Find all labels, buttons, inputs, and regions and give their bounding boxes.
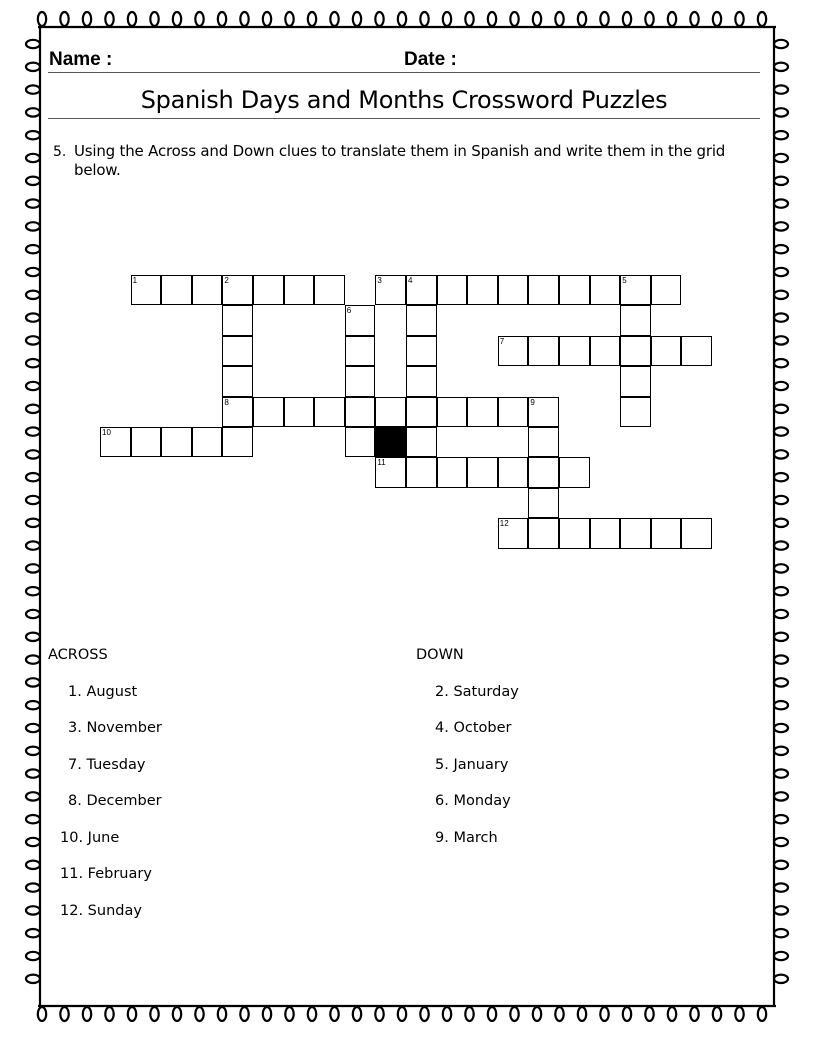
cell-number: 4 bbox=[408, 276, 413, 285]
crossword-cell[interactable] bbox=[437, 275, 468, 305]
cell-number: 8 bbox=[224, 397, 229, 407]
crossword-cell[interactable] bbox=[406, 336, 437, 366]
crossword-cell[interactable] bbox=[498, 457, 529, 487]
crossword-cell[interactable] bbox=[498, 336, 529, 366]
across-clue-11: 11. February bbox=[60, 866, 152, 882]
crossword-cell[interactable] bbox=[314, 397, 345, 427]
crossword-cell[interactable] bbox=[192, 427, 223, 457]
crossword-cell[interactable] bbox=[345, 427, 376, 457]
crossword-cell[interactable] bbox=[222, 305, 253, 335]
crossword-cell[interactable] bbox=[222, 275, 253, 305]
crossword-cell[interactable] bbox=[375, 397, 406, 427]
crossword-cell[interactable] bbox=[406, 427, 437, 457]
crossword-cell[interactable] bbox=[681, 518, 712, 548]
cell-number: 9 bbox=[530, 397, 535, 407]
down-clue-9: 9. March bbox=[435, 830, 498, 846]
crossword-cell[interactable] bbox=[437, 397, 468, 427]
cell-number: 6 bbox=[346, 306, 352, 316]
across-clue-1: 1. August bbox=[68, 684, 138, 700]
cell-number: 7 bbox=[499, 336, 505, 346]
crossword-cell[interactable] bbox=[192, 275, 223, 305]
crossword-cell[interactable] bbox=[498, 275, 529, 305]
crossword-cell[interactable] bbox=[345, 336, 376, 366]
crossword-cell[interactable] bbox=[528, 488, 559, 518]
crossword-cell[interactable] bbox=[131, 275, 162, 305]
crossword-cell[interactable] bbox=[559, 275, 590, 305]
down-clue-6: 6. Monday bbox=[435, 793, 511, 809]
crossword-cell[interactable] bbox=[620, 366, 651, 396]
crossword-cell[interactable] bbox=[314, 275, 345, 305]
crossword-cell[interactable] bbox=[590, 275, 621, 305]
crossword-cell[interactable] bbox=[620, 336, 651, 366]
crossword-cell[interactable] bbox=[498, 518, 529, 548]
crossword-cell[interactable] bbox=[528, 457, 559, 487]
crossword-cell[interactable] bbox=[590, 336, 621, 366]
crossword-cell[interactable] bbox=[620, 275, 651, 305]
crossword-cell[interactable] bbox=[559, 518, 590, 548]
question-number: 5. bbox=[53, 144, 67, 160]
crossword-cell[interactable] bbox=[100, 427, 131, 457]
crossword-cell[interactable] bbox=[620, 397, 651, 427]
down-clue-4: 4. October bbox=[435, 720, 512, 736]
crossword-cell[interactable] bbox=[528, 397, 559, 427]
crossword-cell[interactable] bbox=[131, 427, 162, 457]
crossword-cell[interactable] bbox=[406, 366, 437, 396]
cell-number: 10 bbox=[102, 428, 111, 437]
crossword-cell[interactable] bbox=[375, 275, 406, 305]
across-clue-3: 3. November bbox=[68, 720, 162, 736]
cell-number: 11 bbox=[377, 458, 386, 468]
crossword-cell[interactable] bbox=[161, 427, 192, 457]
across-clue-10: 10. June bbox=[60, 830, 120, 846]
crossword-cell[interactable] bbox=[437, 457, 468, 487]
crossword-cell[interactable] bbox=[406, 305, 437, 335]
across-heading: ACROSS bbox=[48, 647, 108, 663]
crossword-cell[interactable] bbox=[681, 336, 712, 366]
crossword-cell[interactable] bbox=[284, 397, 315, 427]
cell-number: 3 bbox=[377, 276, 382, 285]
crossword-cell[interactable] bbox=[345, 397, 376, 427]
cell-number: 2 bbox=[224, 276, 229, 285]
crossword-cell[interactable] bbox=[406, 457, 437, 487]
crossword-cell[interactable] bbox=[559, 457, 590, 487]
across-clue-7: 7. Tuesday bbox=[68, 757, 146, 773]
crossword-cell[interactable] bbox=[620, 305, 651, 335]
crossword-cell[interactable] bbox=[406, 275, 437, 305]
across-clue-8: 8. December bbox=[68, 793, 162, 809]
crossword-cell[interactable] bbox=[467, 275, 498, 305]
crossword-cell[interactable] bbox=[345, 305, 376, 335]
cell-number: 1 bbox=[132, 276, 138, 285]
crossword-cell[interactable] bbox=[651, 518, 682, 548]
crossword-cell[interactable] bbox=[559, 336, 590, 366]
crossword-cell[interactable] bbox=[528, 275, 559, 305]
cell-number: 5 bbox=[622, 276, 627, 285]
crossword-cell[interactable] bbox=[222, 397, 253, 427]
crossword-cell[interactable] bbox=[161, 275, 192, 305]
down-heading: DOWN bbox=[416, 647, 464, 663]
crossword-cell[interactable] bbox=[406, 397, 437, 427]
crossword-cell[interactable] bbox=[528, 427, 559, 457]
crossword-cell[interactable] bbox=[528, 336, 559, 366]
crossword-cell[interactable] bbox=[651, 336, 682, 366]
crossword-cell[interactable] bbox=[222, 366, 253, 396]
crossword-cell[interactable] bbox=[284, 275, 315, 305]
crossword-cell[interactable] bbox=[222, 336, 253, 366]
crossword-black-cell bbox=[375, 427, 406, 457]
crossword-cell[interactable] bbox=[498, 397, 529, 427]
worksheet-title: Spanish Days and Months Crossword Puzzles bbox=[140, 86, 668, 114]
crossword-cell[interactable] bbox=[590, 518, 621, 548]
down-clue-2: 2. Saturday bbox=[435, 684, 519, 700]
crossword-cell[interactable] bbox=[253, 397, 284, 427]
crossword-cell[interactable] bbox=[620, 518, 651, 548]
crossword-cell[interactable] bbox=[345, 366, 376, 396]
across-clue-12: 12. Sunday bbox=[60, 903, 142, 919]
question-instructions: Using the Across and Down clues to translate them in Spanish and write them in the grid below. bbox=[74, 142, 726, 179]
crossword-cell[interactable] bbox=[253, 275, 284, 305]
crossword-cell[interactable] bbox=[528, 518, 559, 548]
crossword-cell[interactable] bbox=[651, 275, 682, 305]
crossword-cell[interactable] bbox=[375, 457, 406, 487]
down-clue-5: 5. January bbox=[435, 757, 509, 773]
date-label: Date : bbox=[404, 49, 457, 70]
crossword-cell[interactable] bbox=[467, 397, 498, 427]
crossword-cell[interactable] bbox=[222, 427, 253, 457]
crossword-cell[interactable] bbox=[467, 457, 498, 487]
name-label: Name : bbox=[49, 49, 113, 70]
cell-number: 12 bbox=[499, 519, 509, 529]
